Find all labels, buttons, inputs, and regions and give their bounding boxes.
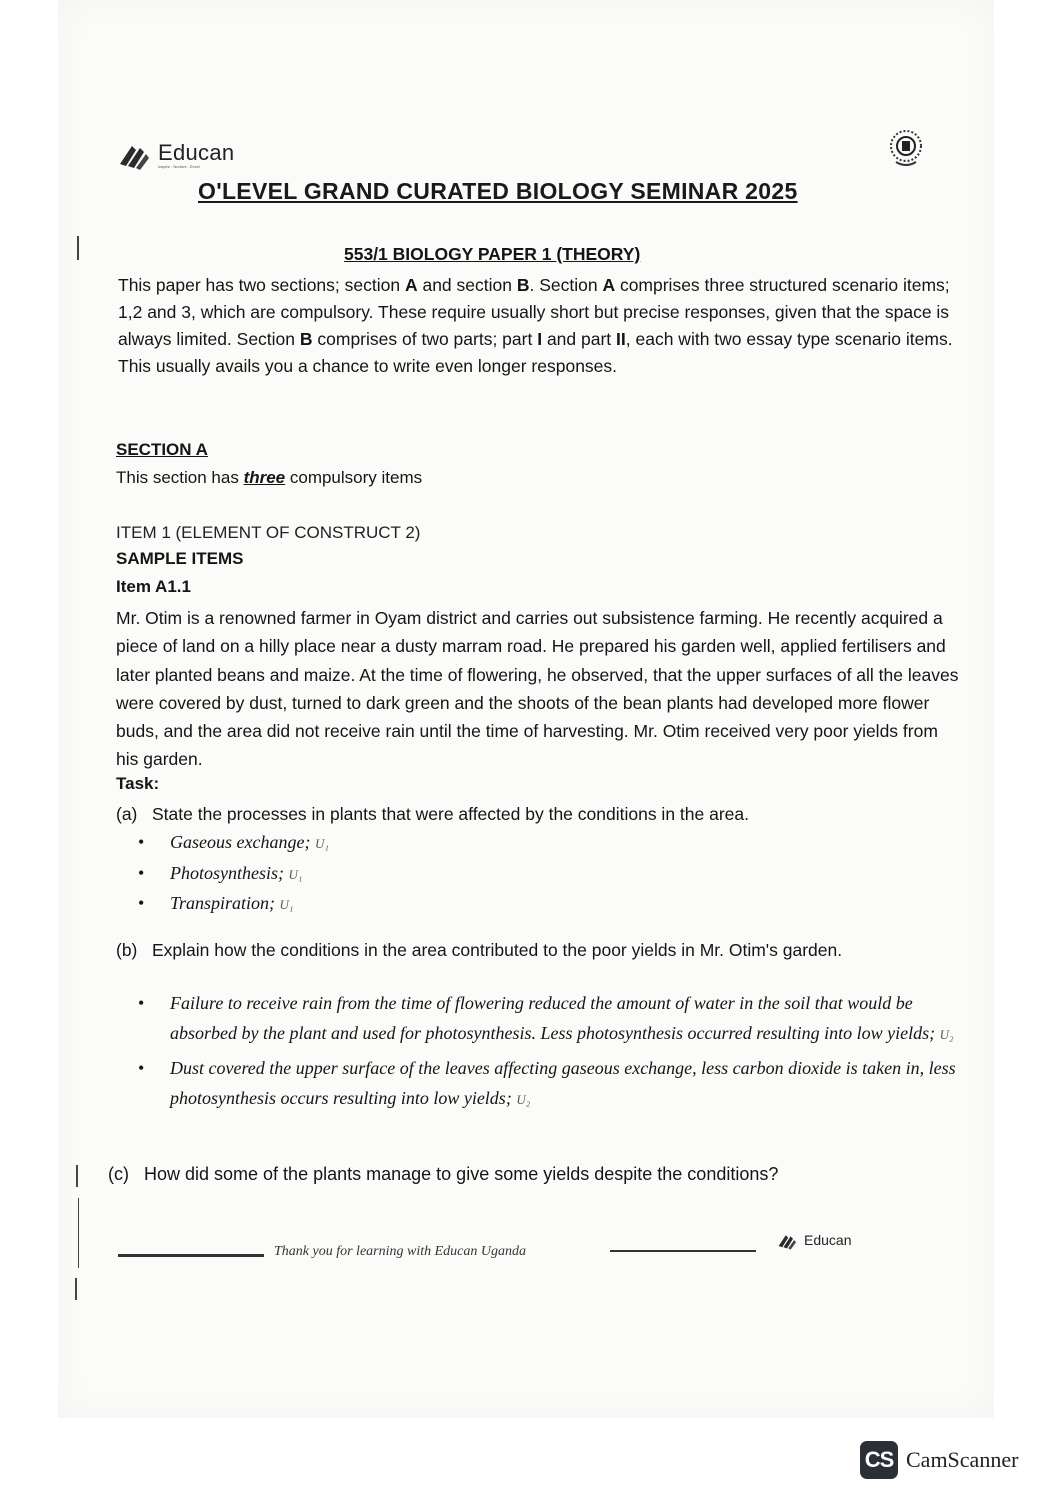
intro-text: . Section <box>529 275 603 295</box>
intro-section-a: A <box>602 275 616 295</box>
section-sub-text: compulsory items <box>285 468 423 487</box>
footer-text: Thank you for learning with Educan Uganda <box>274 1244 526 1259</box>
logo-tagline: Inspire . Nurture . Excel <box>158 163 200 169</box>
answer-text: Transpiration; <box>170 893 276 913</box>
intro-section-b: B <box>516 275 530 295</box>
intro-text: comprises of two parts; part <box>312 329 538 349</box>
question-letter: (b) <box>116 940 138 960</box>
footer-educan-logo <box>776 1228 851 1252</box>
camscanner-label: CamScanner <box>906 1447 1019 1472</box>
answer-item <box>138 889 329 920</box>
question-letter: (c) <box>108 1164 129 1184</box>
answer-text: Dust covered the upper surface of the leaves affecting gaseous exchange, less carbon dioxide is taken in, less photosynthesis occurs resulting into low yields; <box>170 1058 956 1108</box>
bullet-icon: • <box>138 862 145 883</box>
task-label: Task: <box>116 774 160 793</box>
educan-logo-icon <box>116 134 152 174</box>
item-label: Item A1.1 <box>116 577 191 596</box>
paper-title: 553/1 BIOLOGY PAPER 1 (THEORY) <box>344 244 641 264</box>
footer-rule-right <box>610 1250 756 1252</box>
question-text: Explain how the conditions in the area contributed to the poor yields in Mr. Otim's garden. <box>152 940 843 960</box>
intro-part-ii: II <box>616 329 626 349</box>
intro-section-a: A <box>404 275 418 295</box>
intro-part-i: I <box>537 329 543 349</box>
answers-b <box>138 988 968 1118</box>
answer-mark: U₂ <box>939 1027 954 1042</box>
educan-logo <box>116 134 234 174</box>
scan-edge-mark <box>75 1278 77 1300</box>
bullet-icon: • <box>138 1058 145 1078</box>
paper-instructions <box>118 272 954 380</box>
answer-mark: U₁ <box>279 897 294 912</box>
answer-mark: U₁ <box>288 866 303 882</box>
section-a-heading: SECTION A <box>116 440 208 459</box>
bullet-icon: • <box>138 893 145 913</box>
item-header: ITEM 1 (ELEMENT OF CONSTRUCT 2) <box>116 523 421 542</box>
answer-text: Failure to receive rain from the time of flowering reduced the amount of water in the soil that would be absorbed by the plant and used for photosynthesis. Less photosynthesis occurred resulting into low yields; <box>170 993 936 1043</box>
scenario-text: Mr. Otim is a renowned farmer in Oyam district and carries out subsistence farming. He recently acquired a piece of land on a hilly place near a dusty marram road. He prepared his garden well, applied fertilisers and later planted beans and maize. At the time of flowering, he observed, that the upper surfaces of all the leaves were covered by dust, turned to dark green and the shoots of the bean plants had developed more flower buds, and the area did not receive rain until the time of harvesting. Mr. Otim received very poor yields from his garden. <box>116 608 959 770</box>
intro-section-b: B <box>299 329 313 349</box>
camscanner-watermark <box>860 1441 1018 1479</box>
scan-edge-mark <box>77 236 79 260</box>
intro-text: and part <box>542 329 617 349</box>
answer-item <box>138 828 329 859</box>
answer-item <box>138 988 968 1050</box>
intro-text: , each with two essay type scenario items. This usually avails you a chance to write even longer responses. <box>118 329 953 376</box>
question-text: State the processes in plants that were affected by the conditions in the area. <box>152 804 749 824</box>
crest-icon <box>888 128 924 168</box>
question-letter: (a) <box>116 804 138 824</box>
question-c <box>108 1160 948 1188</box>
answer-text: Photosynthesis; <box>170 862 284 883</box>
question-text: How did some of the plants manage to give some yields despite the conditions? <box>144 1164 779 1184</box>
logo-name: Educan <box>158 139 235 165</box>
intro-text: comprises three structured scenario items; 1,2 and 3, which are compulsory. These require usually short but precise responses, given that the space is always limited. Section <box>118 275 950 349</box>
answer-mark: U₁ <box>314 836 329 851</box>
intro-text: This paper has two sections; section <box>118 275 405 295</box>
answer-item <box>138 1053 968 1115</box>
answer-mark: U₂ <box>516 1092 531 1107</box>
question-b <box>116 936 916 964</box>
footer-logo-name: Educan <box>804 1232 852 1248</box>
scan-edge-mark <box>78 1198 79 1268</box>
educan-logo-icon <box>776 1228 798 1252</box>
bullet-icon: • <box>138 993 145 1013</box>
question-a <box>116 800 956 828</box>
sample-items-heading: SAMPLE ITEMS <box>116 549 244 568</box>
section-a-description <box>116 468 422 488</box>
answer-item <box>138 859 329 890</box>
answers-a <box>138 828 329 920</box>
camscanner-icon: CS <box>860 1441 898 1479</box>
seminar-title: O'LEVEL GRAND CURATED BIOLOGY SEMINAR 2025 <box>198 178 798 204</box>
intro-text: and section <box>417 275 517 295</box>
section-sub-text: This section has <box>116 468 244 487</box>
bullet-icon: • <box>138 832 145 852</box>
answer-text: Gaseous exchange; <box>170 832 311 852</box>
section-sub-emphasis: three <box>243 468 286 487</box>
footer-rule-left <box>118 1254 264 1257</box>
scan-edge-mark <box>76 1165 78 1187</box>
